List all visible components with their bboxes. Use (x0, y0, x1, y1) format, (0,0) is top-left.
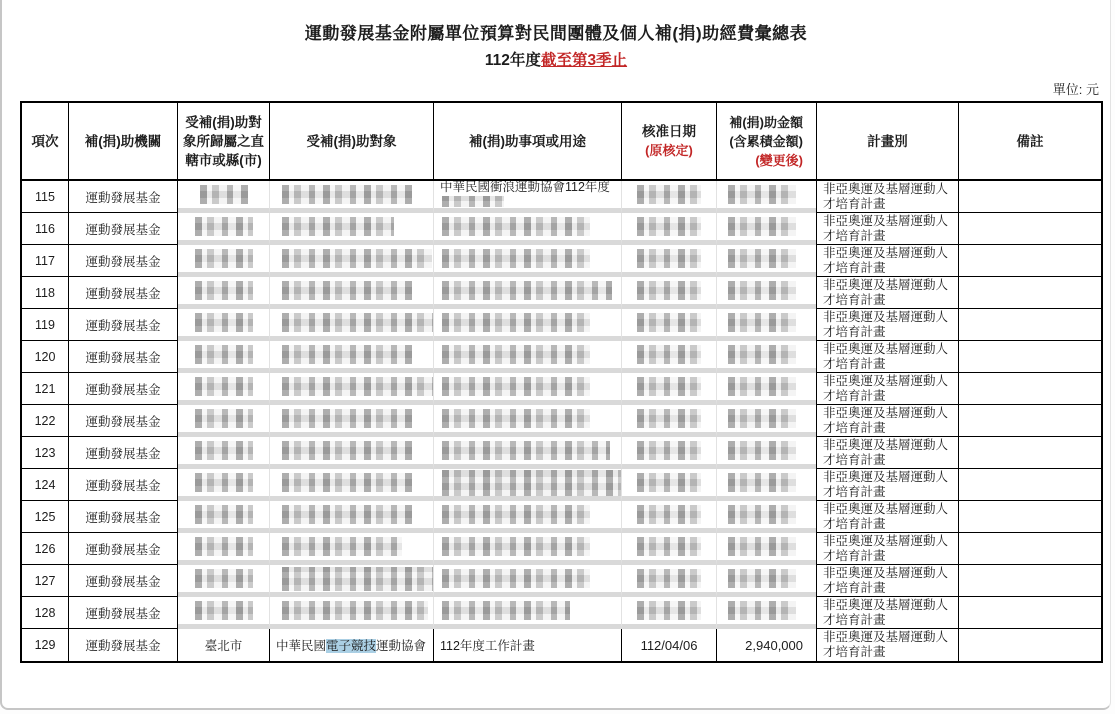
cell-region: 臺北市 (178, 629, 270, 661)
cell-agency: 運動發展基金 (69, 533, 178, 565)
cell-recipient-redacted (270, 373, 434, 405)
cell-plan: 非亞奧運及基層運動人才培育計畫 (816, 341, 959, 373)
cell-plan: 非亞奧運及基層運動人才培育計畫 (816, 213, 959, 245)
redaction-mosaic (282, 473, 412, 492)
cell-region-redacted (178, 341, 270, 373)
redaction-mosaic (282, 281, 412, 300)
redaction-mosaic (195, 473, 253, 492)
cell-agency: 運動發展基金 (69, 373, 178, 405)
cell-plan: 非亞奧運及基層運動人才培育計畫 (816, 181, 959, 213)
redaction-mosaic (728, 185, 796, 204)
redaction-mosaic (637, 345, 701, 364)
cell-item-no: 119 (22, 309, 69, 341)
redaction-mosaic (637, 281, 701, 300)
cell-date-redacted (622, 309, 717, 341)
redaction-mosaic (195, 345, 253, 364)
cell-recipient-redacted (270, 245, 434, 277)
cell-date-redacted (622, 501, 717, 533)
table-row (22, 597, 1101, 629)
redaction-mosaic (442, 601, 570, 620)
subtitle-year: 112年度 (484, 52, 541, 69)
cell-agency: 運動發展基金 (69, 213, 178, 245)
cell-recipient (270, 629, 434, 661)
cell-recipient-redacted (270, 565, 434, 597)
cell-item-no: 115 (22, 181, 69, 213)
table-row (22, 501, 1101, 533)
unit-label: 單位: 元 (1052, 82, 1099, 97)
redaction-mosaic (637, 217, 701, 236)
redaction-mosaic (637, 601, 701, 620)
cell-region-redacted (178, 309, 270, 341)
cell-purpose-redacted (434, 213, 622, 245)
cell-date-redacted (622, 565, 717, 597)
cell-recipient-redacted (270, 181, 434, 213)
cell-approval-date: 112/04/06 (622, 629, 717, 661)
cell-date-redacted (622, 245, 717, 277)
redaction-mosaic (442, 537, 590, 556)
redaction-mosaic (442, 470, 622, 496)
redaction-mosaic (637, 537, 701, 556)
cell-recipient-redacted (270, 597, 434, 629)
redaction-mosaic (728, 345, 796, 364)
redaction-mosaic (195, 409, 253, 428)
cell-remarks (959, 309, 1101, 341)
redaction-mosaic (282, 217, 394, 236)
cell-region-redacted (178, 181, 270, 213)
cell-purpose-redacted (434, 405, 622, 437)
redaction-mosaic (728, 505, 796, 524)
cell-purpose-partial (434, 181, 622, 213)
cell-region-redacted (178, 245, 270, 277)
redaction-mosaic (195, 217, 253, 236)
cell-remarks (959, 405, 1101, 437)
cell-amount-redacted (717, 309, 816, 341)
cell-remarks (959, 341, 1101, 373)
redaction-mosaic (282, 249, 432, 268)
cell-remarks (959, 597, 1101, 629)
cell-plan: 非亞奧運及基層運動人才培育計畫 (816, 373, 959, 405)
cell-amount-redacted (717, 405, 816, 437)
cell-amount: 2,940,000 (745, 637, 803, 653)
cell-recipient-redacted (270, 405, 434, 437)
redaction-mosaic (200, 185, 248, 204)
cell-purpose-redacted (434, 437, 622, 469)
cell-region-redacted (178, 597, 270, 629)
cell-item-no: 127 (22, 565, 69, 597)
redaction-mosaic (442, 281, 612, 300)
subtitle-quarter-emphasis: 截至第3季止 (540, 52, 628, 69)
table-row (22, 533, 1101, 565)
cell-remarks (959, 245, 1101, 277)
page-title: 運動發展基金附屬單位預算對民間團體及個人補(捐)助經費彙總表 (304, 24, 808, 43)
cell-region-redacted (178, 501, 270, 533)
cell-plan: 非亞奧運及基層運動人才培育計畫 (816, 277, 959, 309)
table-row (22, 277, 1101, 309)
cell-remarks (959, 277, 1101, 309)
cell-plan: 非亞奧運及基層運動人才培育計畫 (816, 565, 959, 597)
header-region: 受補(捐)助對象所歸屬之直轄市或縣(市) (178, 103, 270, 181)
redaction-mosaic (728, 569, 796, 588)
cell-date-redacted (622, 341, 717, 373)
table-row (22, 373, 1101, 405)
redaction-mosaic (637, 185, 701, 204)
cell-item-no: 118 (22, 277, 69, 309)
cell-item-no: 123 (22, 437, 69, 469)
header-amount-note: (變更後) (755, 152, 803, 168)
cell-amount-redacted (717, 341, 816, 373)
cell-date-redacted (622, 373, 717, 405)
redaction-mosaic (728, 473, 796, 492)
cell-agency: 運動發展基金 (69, 181, 178, 213)
redaction-mosaic (442, 569, 590, 588)
cell-item-no: 116 (22, 213, 69, 245)
cell-recipient-redacted (270, 437, 434, 469)
cell-purpose-redacted (434, 469, 622, 501)
cell-remarks (959, 373, 1101, 405)
redaction-mosaic (442, 196, 504, 207)
cell-amount-redacted (717, 533, 816, 565)
redaction-mosaic (282, 567, 434, 591)
clipped-purpose-text: 中華民國衝浪運動協會112年度 (440, 181, 610, 193)
table-row (22, 629, 1101, 661)
redaction-mosaic (195, 281, 253, 300)
cell-item-no: 124 (22, 469, 69, 501)
cell-region-redacted (178, 373, 270, 405)
header-approval-date (622, 103, 717, 181)
cell-purpose: 112年度工作計畫 (434, 629, 622, 661)
redaction-mosaic (282, 505, 412, 524)
header-item-no: 項次 (22, 103, 69, 181)
cell-region-redacted (178, 565, 270, 597)
cell-agency: 運動發展基金 (69, 405, 178, 437)
header-recipient: 受補(捐)助對象 (270, 103, 434, 181)
header-row (22, 103, 1101, 181)
cell-item-no: 117 (22, 245, 69, 277)
redaction-mosaic (728, 217, 796, 236)
redaction-mosaic (195, 569, 253, 588)
cell-date-redacted (622, 469, 717, 501)
redaction-mosaic (195, 249, 253, 268)
header-purpose: 補(捐)助事項或用途 (434, 103, 622, 181)
redaction-mosaic (637, 505, 701, 524)
cell-amount-redacted (717, 437, 816, 469)
cell-amount-redacted (717, 597, 816, 629)
recipient-prefix: 中華民國 (276, 639, 327, 653)
cell-item-no: 129 (22, 629, 69, 661)
cell-item-no: 122 (22, 405, 69, 437)
cell-agency: 運動發展基金 (69, 245, 178, 277)
cell-region-redacted (178, 405, 270, 437)
redaction-mosaic (282, 409, 412, 428)
header-agency: 補(捐)助機關 (69, 103, 178, 181)
redaction-mosaic (442, 377, 590, 396)
header-amount (717, 103, 816, 181)
cell-agency: 運動發展基金 (69, 469, 178, 501)
redaction-mosaic (728, 601, 796, 620)
redaction-mosaic (728, 249, 796, 268)
cell-plan: 非亞奧運及基層運動人才培育計畫 (816, 309, 959, 341)
cell-plan: 非亞奧運及基層運動人才培育計畫 (816, 245, 959, 277)
cell-plan: 非亞奧運及基層運動人才培育計畫 (816, 629, 959, 661)
cell-remarks (959, 469, 1101, 501)
cell-item-no: 126 (22, 533, 69, 565)
cell-purpose-redacted (434, 277, 622, 309)
cell-remarks (959, 501, 1101, 533)
redaction-mosaic (728, 377, 796, 396)
redaction-mosaic (637, 441, 701, 460)
redaction-mosaic (637, 313, 701, 332)
cell-agency: 運動發展基金 (69, 437, 178, 469)
cell-item-no: 125 (22, 501, 69, 533)
cell-date-redacted (622, 597, 717, 629)
cell-plan: 非亞奧運及基層運動人才培育計畫 (816, 597, 959, 629)
header-amount-line2: (含累積金額) (729, 133, 803, 149)
redaction-mosaic (195, 537, 253, 556)
redaction-mosaic (282, 377, 434, 396)
cell-amount-redacted (717, 501, 816, 533)
redaction-mosaic (442, 409, 590, 428)
cell-date-redacted (622, 533, 717, 565)
redaction-mosaic (195, 601, 253, 620)
redaction-mosaic (282, 441, 412, 460)
redaction-mosaic (282, 185, 412, 204)
cell-recipient-redacted (270, 277, 434, 309)
cell-remarks (959, 565, 1101, 597)
page-subtitle (2, 48, 1110, 70)
cell-amount-redacted (717, 213, 816, 245)
redaction-mosaic (195, 441, 253, 460)
cell-amount-redacted (717, 469, 816, 501)
redaction-mosaic (442, 505, 590, 524)
cell-amount-redacted (717, 565, 816, 597)
cell-purpose-redacted (434, 565, 622, 597)
cell-plan: 非亞奧運及基層運動人才培育計畫 (816, 469, 959, 501)
cell-remarks (959, 629, 1101, 661)
cell-date-redacted (622, 277, 717, 309)
cell-recipient-redacted (270, 341, 434, 373)
redaction-mosaic (728, 537, 796, 556)
redaction-mosaic (282, 345, 412, 364)
cell-purpose-redacted (434, 309, 622, 341)
redaction-mosaic (637, 569, 701, 588)
redaction-mosaic (195, 377, 253, 396)
header-amount-line1: 補(捐)助金額 (729, 114, 803, 130)
summary-table (20, 101, 1103, 663)
redaction-mosaic (637, 473, 701, 492)
redaction-mosaic (728, 409, 796, 428)
cell-region-redacted (178, 533, 270, 565)
cell-date-redacted (622, 213, 717, 245)
redaction-mosaic (442, 249, 590, 268)
cell-remarks (959, 181, 1101, 213)
cell-item-no: 128 (22, 597, 69, 629)
cell-amount-redacted (717, 181, 816, 213)
header-plan: 計畫別 (816, 103, 959, 181)
redaction-mosaic (442, 345, 590, 364)
redaction-mosaic (728, 281, 796, 300)
cell-plan: 非亞奧運及基層運動人才培育計畫 (816, 533, 959, 565)
cell-recipient-redacted (270, 501, 434, 533)
cell-region-redacted (178, 469, 270, 501)
cell-date-redacted (622, 181, 717, 213)
cell-recipient-redacted (270, 533, 434, 565)
cell-item-no: 121 (22, 373, 69, 405)
cell-amount-redacted (717, 245, 816, 277)
redaction-mosaic (282, 537, 402, 556)
cell-purpose-redacted (434, 245, 622, 277)
table-row (22, 469, 1101, 501)
recipient-suffix: 運動協會 (376, 639, 427, 653)
cell-date-redacted (622, 437, 717, 469)
cell-region-redacted (178, 277, 270, 309)
redaction-mosaic (282, 313, 434, 332)
redaction-mosaic (282, 601, 428, 620)
table-row (22, 405, 1101, 437)
table-row (22, 181, 1101, 213)
header-approval-date-note: (原核定) (645, 143, 693, 158)
cell-agency: 運動發展基金 (69, 309, 178, 341)
redaction-mosaic (728, 313, 796, 332)
redaction-mosaic (195, 313, 253, 332)
table-row (22, 309, 1101, 341)
table-row (22, 245, 1101, 277)
cell-agency: 運動發展基金 (69, 277, 178, 309)
cell-purpose-redacted (434, 341, 622, 373)
cell-agency: 運動發展基金 (69, 341, 178, 373)
cell-purpose-redacted (434, 533, 622, 565)
cell-remarks (959, 533, 1101, 565)
cell-recipient-redacted (270, 309, 434, 341)
redaction-mosaic (637, 249, 701, 268)
header-remarks: 備註 (959, 103, 1101, 181)
cell-plan: 非亞奧運及基層運動人才培育計畫 (816, 501, 959, 533)
recipient-highlight: 電子競技 (326, 639, 377, 653)
cell-region-redacted (178, 437, 270, 469)
redaction-mosaic (728, 441, 796, 460)
cell-agency: 運動發展基金 (69, 597, 178, 629)
cell-plan: 非亞奧運及基層運動人才培育計畫 (816, 437, 959, 469)
redaction-mosaic (442, 313, 590, 332)
redaction-mosaic (195, 505, 253, 524)
cell-recipient-redacted (270, 213, 434, 245)
header-approval-date-main: 核准日期 (642, 124, 696, 139)
cell-amount-redacted (717, 277, 816, 309)
table-row (22, 565, 1101, 597)
cell-recipient-redacted (270, 469, 434, 501)
cell-purpose-redacted (434, 597, 622, 629)
cell-remarks (959, 213, 1101, 245)
cell-agency: 運動發展基金 (69, 501, 178, 533)
redaction-mosaic (637, 409, 701, 428)
redaction-mosaic (442, 441, 610, 460)
cell-agency: 運動發展基金 (69, 629, 178, 661)
redaction-mosaic (442, 217, 590, 236)
cell-plan: 非亞奧運及基層運動人才培育計畫 (816, 405, 959, 437)
table-row (22, 341, 1101, 373)
cell-item-no: 120 (22, 341, 69, 373)
cell-region-redacted (178, 213, 270, 245)
redaction-mosaic (637, 377, 701, 396)
table-row (22, 437, 1101, 469)
cell-purpose-redacted (434, 373, 622, 405)
cell-remarks (959, 437, 1101, 469)
cell-purpose-redacted (434, 501, 622, 533)
cell-amount-redacted (717, 373, 816, 405)
cell-agency: 運動發展基金 (69, 565, 178, 597)
cell-date-redacted (622, 405, 717, 437)
table-row (22, 213, 1101, 245)
